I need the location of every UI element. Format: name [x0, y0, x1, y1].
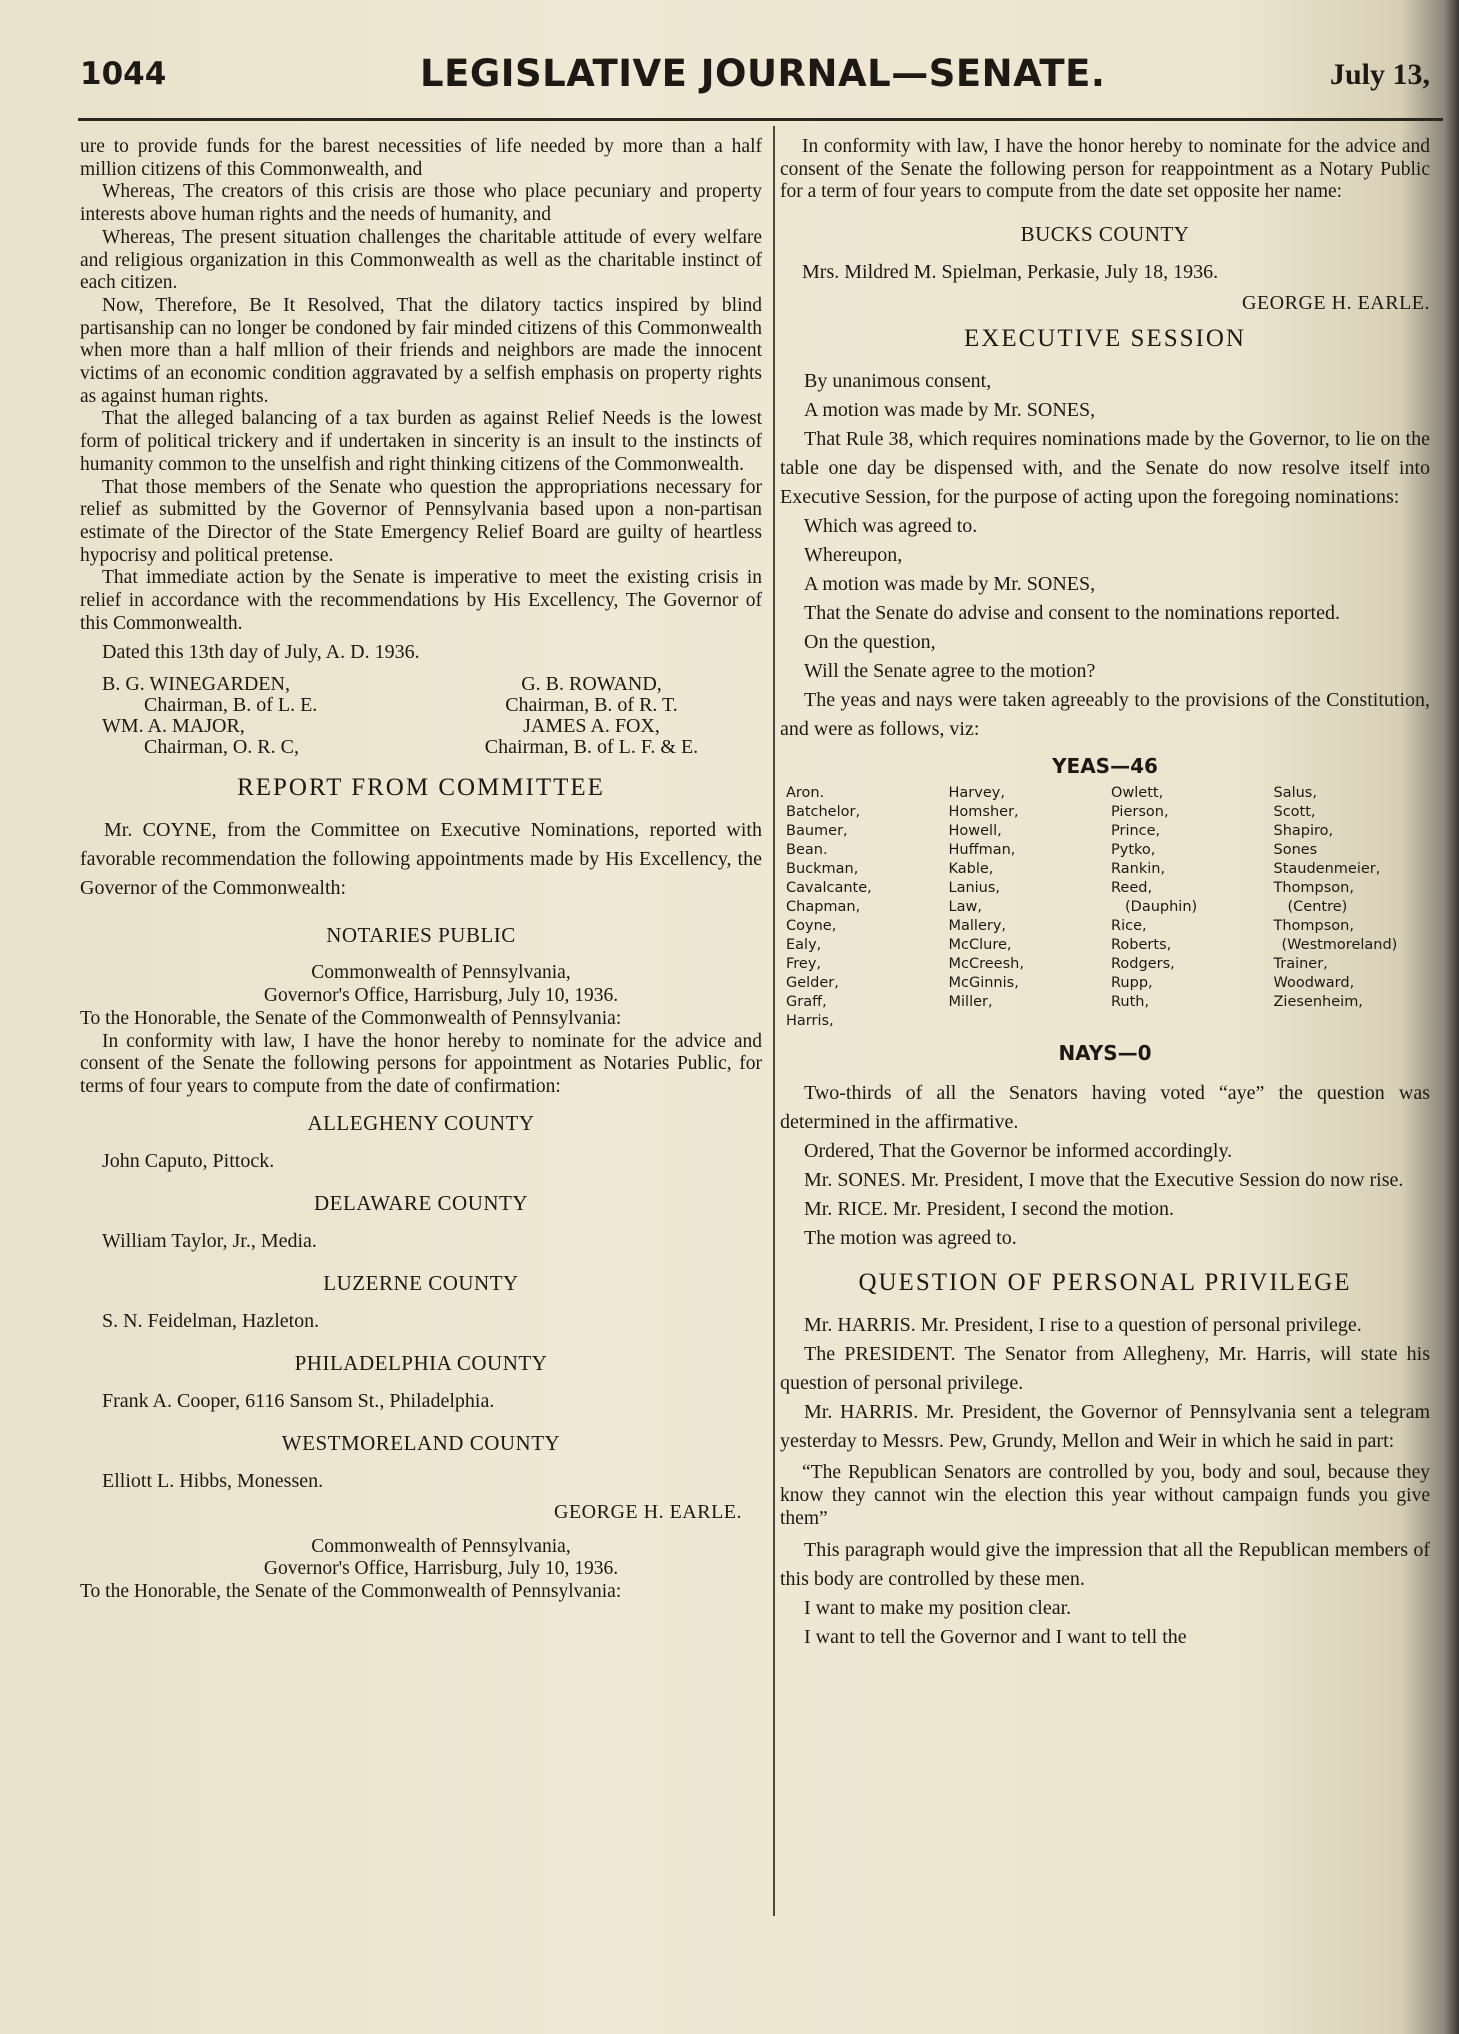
senator-name: (Westmoreland) — [1281, 937, 1398, 954]
address-line: Commonwealth of Pennsylvania, — [311, 962, 571, 984]
conformity-paragraph: In conformity with law, I have the honor hereby to nominate for the advice and consent of the Senate the following person for reappointment as a Notary Public for a term of four years to compute from the date set opposite her name: — [780, 136, 1430, 203]
signer: WM. A. MAJOR, — [102, 715, 245, 738]
senator-name: Rice, — [1111, 918, 1147, 935]
resolution-paragraph: That immediate action by the Senate is imperative to meet the existing crisis in relief in accordance with the recommendations by His Excellency, The Governor of this Commonwealth. — [80, 567, 762, 634]
county-heading: ALLEGHENY COUNTY — [307, 1110, 535, 1135]
senator-name: McCreesh, — [948, 956, 1024, 973]
yeas-column — [1111, 784, 1268, 1031]
salutation: To the Honorable, the Senate of the Commonwealth of Pennsylvania: — [80, 1581, 622, 1603]
senator-name: Baumer, — [786, 823, 848, 840]
senator-name: Salus, — [1273, 785, 1317, 802]
senator-name: Prince, — [1111, 823, 1161, 840]
dated-line: Dated this 13th day of July, A. D. 1936. — [102, 641, 420, 664]
governor-signature: GEORGE H. EARLE. — [554, 1500, 742, 1523]
senator-name: McGinnis, — [948, 975, 1019, 992]
senator-name: Rodgers, — [1111, 956, 1175, 973]
signers-block — [80, 674, 762, 758]
header-date: July 13, — [1329, 58, 1430, 91]
senator-name: Pierson, — [1111, 804, 1169, 821]
senator-name: Miller, — [948, 994, 993, 1011]
privilege-paragraph: Mr. HARRIS. Mr. President, I rise to a question of personal privilege. — [804, 1314, 1362, 1337]
left-column — [80, 136, 762, 1604]
final-paragraph: I want to make my position clear. — [804, 1597, 1072, 1620]
address-line: Governor's Office, Harrisburg, July 10, 1936. — [263, 985, 619, 1007]
final-paragraph: This paragraph would give the impression that all the Republican members of this body are controlled by these men. — [780, 1539, 1430, 1591]
yeas-heading: YEAS—46 — [1052, 754, 1158, 779]
session-paragraph: On the question, — [804, 631, 936, 654]
senator-name: Reed, — [1111, 880, 1153, 897]
senator-name: Buckman, — [786, 861, 859, 878]
session-paragraph: The yeas and nays were taken agreeably to the provisions of the Constitution, and were as follows, viz: — [780, 689, 1430, 741]
executive-session-heading: EXECUTIVE SESSION — [964, 325, 1246, 353]
senator-name: Bean. — [786, 842, 828, 859]
column-divider — [773, 126, 775, 1916]
senator-name: Harvey, — [948, 785, 1005, 802]
senator-name: McClure, — [948, 937, 1012, 954]
senator-name: Law, — [948, 899, 982, 916]
nominee-name: John Caputo, Pittock. — [102, 1149, 275, 1172]
senator-name: Shapiro, — [1273, 823, 1334, 840]
county-heading: PHILADELPHIA COUNTY — [294, 1350, 548, 1375]
signer-title: Chairman, B. of R. T. — [505, 694, 678, 717]
senator-name: Gelder, — [786, 975, 839, 992]
nominee-name: Frank A. Cooper, 6116 Sansom St., Philadelphia. — [102, 1389, 495, 1412]
journal-title: LEGISLATIVE JOURNAL—SENATE. — [420, 52, 1106, 95]
senator-name: Frey, — [786, 956, 822, 973]
senator-name: Pytko, — [1111, 842, 1156, 859]
signer: G. B. ROWAND, — [521, 673, 662, 696]
yeas-column — [786, 784, 943, 1031]
county-heading: DELAWARE COUNTY — [313, 1190, 529, 1215]
session-paragraph: By unanimous consent, — [804, 370, 992, 393]
report-heading: REPORT FROM COMMITTEE — [237, 774, 605, 802]
right-column — [780, 136, 1430, 1652]
senator-name: Ziesenheim, — [1273, 994, 1363, 1011]
signer-title: Chairman, O. R. C, — [144, 736, 299, 759]
page-header — [80, 52, 1440, 116]
session-paragraph: A motion was made by Mr. SONES, — [804, 399, 1096, 422]
senator-name: Mallery, — [948, 918, 1007, 935]
closing-paragraph: Mr. SONES. Mr. President, I move that the Executive Session do now rise. — [804, 1169, 1404, 1192]
senator-name: Coyne, — [786, 918, 837, 935]
senator-name: Scott, — [1273, 804, 1316, 821]
address-block-1 — [80, 962, 762, 1007]
privilege-paragraph: Mr. HARRIS. Mr. President, the Governor of Pennsylvania sent a telegram yesterday to Messrs. Pew, Grundy, Mellon and Weir in which he said in part: — [780, 1401, 1430, 1453]
senator-name: Roberts, — [1111, 937, 1172, 954]
privilege-paragraph: The PRESIDENT. The Senator from Allegheny, Mr. Harris, will state his question of personal privilege. — [780, 1343, 1430, 1395]
senator-name: Graff, — [786, 994, 827, 1011]
senator-name: Cavalcante, — [786, 880, 872, 897]
county-list — [80, 1111, 762, 1493]
closing-paragraph: The motion was agreed to. — [804, 1227, 1017, 1250]
senator-name: Huffman, — [948, 842, 1016, 859]
county-heading: WESTMORELAND COUNTY — [281, 1430, 561, 1455]
senator-name: Harris, — [786, 1013, 834, 1030]
nominee-name: S. N. Feidelman, Hazleton. — [102, 1309, 320, 1332]
closing-paragraph: Ordered, That the Governor be informed accordingly. — [804, 1140, 1233, 1163]
session-paragraph: That the Senate do advise and consent to the nominations reported. — [804, 602, 1340, 625]
telegram-quote: “The Republican Senators are controlled by you, body and soul, because they know they cannot win the election this year without campaign funds you give them” — [780, 1462, 1430, 1529]
session-paragraph: Will the Senate agree to the motion? — [804, 660, 1096, 683]
nays-heading: NAYS—0 — [1058, 1041, 1152, 1066]
notaries-heading: NOTARIES PUBLIC — [326, 923, 516, 948]
resolution-paragraph: ure to provide funds for the barest necessities of life needed by more than a half million citizens of this Commonwealth, and — [80, 136, 762, 180]
senator-name: Owlett, — [1111, 785, 1164, 802]
senator-name: (Dauphin) — [1125, 899, 1198, 916]
senator-name: Staudenmeier, — [1273, 861, 1381, 878]
senator-name: Thompson, — [1273, 880, 1354, 897]
closing-paragraph: Mr. RICE. Mr. President, I second the motion. — [804, 1198, 1174, 1221]
senator-name: Ruth, — [1111, 994, 1150, 1011]
nominee-name: Elliott L. Hibbs, Monessen. — [102, 1469, 324, 1492]
yeas-column — [949, 784, 1106, 1031]
resolution-paragraph: That those members of the Senate who question the appropriations necessary for relief as submitted by the Governor of Pennsylvania based upon a non-partisan estimate of the Director of the State Emergency Relief Board are guilty of heartless hypocrisy and political pretense. — [80, 476, 762, 566]
address-line: Governor's Office, Harrisburg, July 10, 1936. — [263, 1558, 619, 1580]
address-block-2 — [80, 1536, 762, 1581]
yeas-column — [1274, 784, 1431, 1031]
senator-name: Howell, — [948, 823, 1002, 840]
session-paragraph: Which was agreed to. — [804, 515, 978, 538]
resolution-paragraph: Whereas, The creators of this crisis are those who place pecuniary and property interests above human rights and the needs of humanity, and — [80, 181, 762, 226]
senator-name: Ealy, — [786, 937, 822, 954]
closing-paragraph: Two-thirds of all the Senators having voted “aye” the question was determined in the affirmative. — [780, 1082, 1430, 1134]
county-heading: LUZERNE COUNTY — [323, 1270, 519, 1295]
salutation: To the Honorable, the Senate of the Commonwealth of Pennsylvania: — [80, 1007, 622, 1029]
senator-name: Thompson, — [1273, 918, 1354, 935]
privilege-heading: QUESTION OF PERSONAL PRIVILEGE — [858, 1269, 1352, 1297]
signer-title: Chairman, B. of L. E. — [144, 694, 318, 717]
resolution-text — [80, 136, 762, 635]
final-paragraph: I want to tell the Governor and I want to tell the — [804, 1626, 1187, 1649]
resolution-paragraph: Now, Therefore, Be It Resolved, That the dilatory tactics inspired by blind partisanship can no longer be condoned by fair minded citizens of this Commonwealth when more than a half mllion of their friends and neighbors are made the innocent victims of an economic condition aggravated by a selfish emphasis on property rights as against human rights. — [80, 294, 762, 407]
senator-name: Woodward, — [1273, 975, 1355, 992]
senator-name: (Centre) — [1287, 899, 1348, 916]
signer-title: Chairman, B. of L. F. & E. — [484, 736, 699, 759]
senator-name: Trainer, — [1273, 956, 1328, 973]
yeas-list — [786, 784, 1430, 1031]
senator-name: Aron. — [786, 785, 825, 802]
senator-name: Kable, — [948, 861, 994, 878]
conformity-paragraph: In conformity with law, I have the honor hereby to nominate for the advice and consent of the Senate the following persons for appointment as Notaries Public, for terms of four years to compute from the date of confirmation: — [80, 1030, 762, 1097]
report-text: Mr. COYNE, from the Committee on Executive Nominations, reported with favorable recommendation the following appointments made by His Excellency, the Governor of the Commonwealth: — [80, 819, 762, 900]
page-number: 1044 — [80, 56, 167, 92]
session-paragraph: A motion was made by Mr. SONES, — [804, 573, 1096, 596]
signer: B. G. WINEGARDEN, — [102, 673, 290, 696]
header-rule — [78, 118, 1443, 121]
senator-name: Rupp, — [1111, 975, 1153, 992]
session-paragraph: Whereupon, — [804, 544, 903, 567]
senator-name: Lanius, — [948, 880, 1001, 897]
senator-name: Rankin, — [1111, 861, 1166, 878]
nominee-name: William Taylor, Jr., Media. — [102, 1229, 317, 1252]
session-paragraph: That Rule 38, which requires nominations made by the Governor, to lie on the table one day be dispensed with, and the Senate do now resolve itself into Executive Session, for the purpose of acting upon the foregoing nominations: — [780, 428, 1430, 509]
senator-name: Chapman, — [786, 899, 861, 916]
resolution-paragraph: That the alleged balancing of a tax burden as against Relief Needs is the lowest form of political trickery and if undertaken in sincerity is an insult to the instincts of humanity common to the unselfish and right thinking citizens of the Commonwealth. — [80, 408, 762, 475]
county-heading: BUCKS COUNTY — [1020, 222, 1190, 247]
governor-signature: GEORGE H. EARLE. — [1242, 292, 1430, 315]
resolution-paragraph: Whereas, The present situation challenges the charitable attitude of every welfare and religious organization in this Commonwealth as well as the charitable instinct of each citizen. — [80, 226, 762, 294]
senator-name: Homsher, — [948, 804, 1019, 821]
address-line: Commonwealth of Pennsylvania, — [311, 1535, 571, 1557]
senator-name: Sones — [1273, 842, 1318, 859]
signer: JAMES A. FOX, — [523, 715, 660, 738]
senator-name: Batchelor, — [786, 804, 861, 821]
nominee-name: Mrs. Mildred M. Spielman, Perkasie, July 18, 1936. — [802, 261, 1219, 284]
